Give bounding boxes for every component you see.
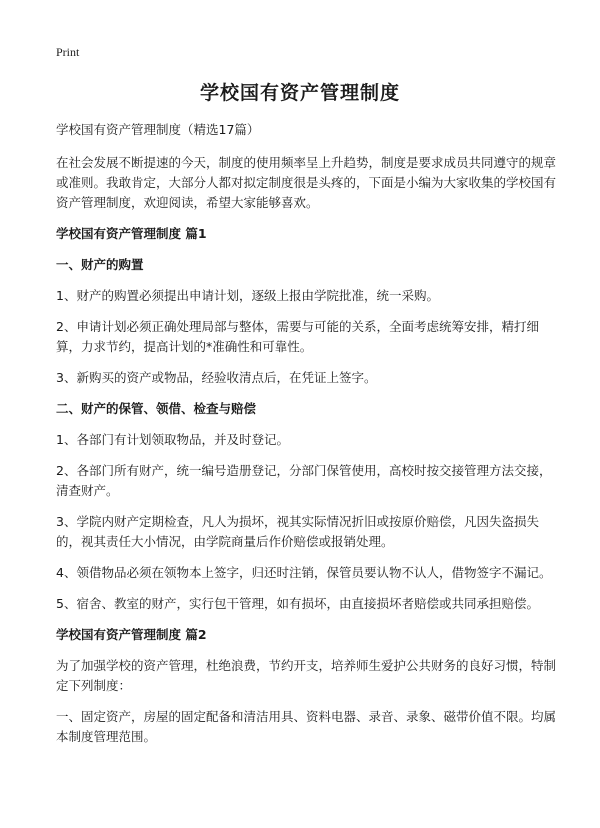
page-title: 学校国有资产管理制度: [199, 82, 400, 104]
list-item: 3、学院内财产定期检查，凡人为损坏，视其实际情况折旧或按原价赔偿，凡因失盗损失的，视其责任大小情况，由学院商量后作价赔偿或报销处理。: [56, 514, 539, 549]
list-item: 3、新购买的资产或物品，经验收清点后，在凭证上签字。: [56, 370, 377, 385]
list-item: 一、固定资产，房屋的固定配备和清洁用具、资料电器、录音、录象、磁带价值不限。均属本制度管理范围。: [56, 709, 557, 744]
list-item: 2、申请计划必须正确处理局部与整体，需要与可能的关系，全面考虑统筹安排，精打细算，力求节约，提高计划的*准确性和可靠性。: [56, 319, 539, 354]
list-item: 1、财产的购置必须提出申请计划，逐级上报由学院批准，统一采购。: [56, 288, 439, 303]
list-item: 5、宿舍、教室的财产，实行包干管理，如有损坏，由直接损坏者赔偿或共同承担赔偿。: [56, 596, 539, 611]
section-heading: 学校国有资产管理制度 篇1: [56, 226, 207, 241]
print-link[interactable]: Print: [56, 45, 80, 59]
part-heading: 一、财产的购置: [56, 257, 144, 272]
list-item: 2、各部门所有财产，统一编号造册登记，分部门保管使用，高校时按交接管理方法交接，清查财产。: [56, 463, 552, 498]
section-heading: 学校国有资产管理制度 篇2: [56, 627, 207, 642]
intro-paragraph: 在社会发展不断提速的今天，制度的使用频率呈上升趋势，制度是要求成员共同遵守的规章或准则。我敢肯定，大部分人都对拟定制度很是头疼的，下面是小编为大家收集的学校国有资产管理制度，欢迎阅读，希望大家能够喜欢。: [56, 155, 557, 210]
list-item: 1、各部门有计划领取物品，并及时登记。: [56, 432, 289, 447]
section-intro: 为了加强学校的资产管理，杜绝浪费，节约开支，培养师生爱护公共财务的良好习惯，特制定下列制度：: [56, 658, 557, 693]
list-item: 4、领借物品必须在领物本上签字，归还时注销，保管员要认物不认人，借物签字不漏记。: [56, 565, 552, 580]
article-body: [56, 120, 556, 758]
article-subtitle: 学校国有资产管理制度（精选17篇）: [56, 122, 260, 137]
part-heading: 二、财产的保管、领借、检查与赔偿: [56, 401, 257, 416]
